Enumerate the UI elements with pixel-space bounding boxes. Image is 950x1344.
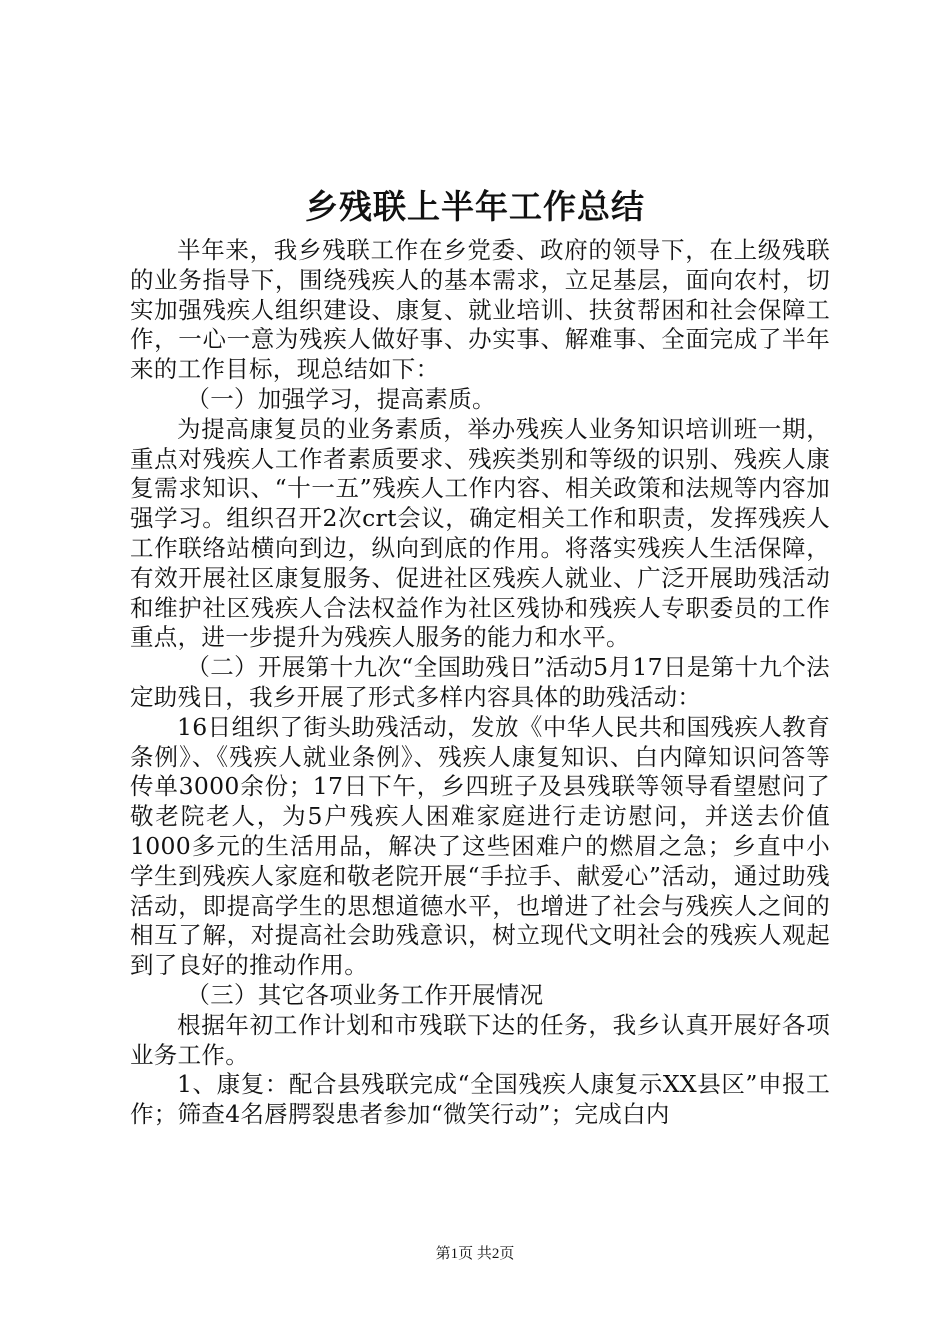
document-body <box>130 236 830 1130</box>
paragraph-plan: 根据年初工作计划和市残联下达的任务，我乡认真开展好各项业务工作。 <box>130 1010 830 1069</box>
paragraph-intro: 半年来，我乡残联工作在乡党委、政府的领导下，在上级残联的业务指导下，围绕残疾人的基本需求，立足基层，面向农村，切实加强残疾人组织建设、康复、就业培训、扶贫帮困和社会保障工作，一心一意为残疾人做好事、办实事、解难事、全面完成了半年来的工作目标，现总结如下： <box>130 236 830 384</box>
paragraph-rehab: 1、康复：配合县残联完成“全国残疾人康复示XX县区”申报工作；筛查4名唇腭裂患者参加“微笑行动”；完成白内 <box>130 1070 830 1129</box>
paragraph-activities: 16日组织了街头助残活动，发放《中华人民共和国残疾人教育条例》、《残疾人就业条例》、残疾人康复知识、白内障知识问答等传单3000余份；17日下午，乡四班子及县残联等领导看望慰问了敬老院老人，为5户残疾人困难家庭进行走访慰问，并送去价值1000多元的生活用品，解决了这些困难户的燃眉之急；乡直中小学生到残疾人家庭和敬老院开展“手拉手、献爱心”活动，通过助残活动，即提高学生的思想道德水平，也增进了社会与残疾人之间的相互了解，对提高社会助残意识，树立现代文明社会的残疾人观起到了良好的推动作用。 <box>130 712 830 980</box>
document-title: 乡残联上半年工作总结 <box>305 187 645 226</box>
page-footer: 第1页 共2页 <box>435 1246 515 1262</box>
paragraph-study: 为提高康复员的业务素质，举办残疾人业务知识培训班一期，重点对残疾人工作者素质要求、残疾类别和等级的识别、残疾人康复需求知识、“十一五”残疾人工作内容、相关政策和法规等内容加强学习。组织召开2次crt会议，确定相关工作和职责，发挥残疾人工作联络站横向到边，纵向到底的作用。将落实残疾人生活保障，有效开展社区康复服务、促进社区残疾人就业、广泛开展助残活动和维护社区残疾人合法权益作为社区残协和残疾人专职委员的工作重点，进一步提升为残疾人服务的能力和水平。 <box>130 414 830 652</box>
section-heading-3: （三）其它各项业务工作开展情况 <box>186 980 544 1009</box>
section-heading-1: （一）加强学习，提高素质。 <box>186 384 496 413</box>
section-heading-2: （二）开展第十九次“全国助残日”活动5月17日是第十九个法定助残日，我乡开展了形式多样内容具体的助残活动： <box>130 653 830 711</box>
